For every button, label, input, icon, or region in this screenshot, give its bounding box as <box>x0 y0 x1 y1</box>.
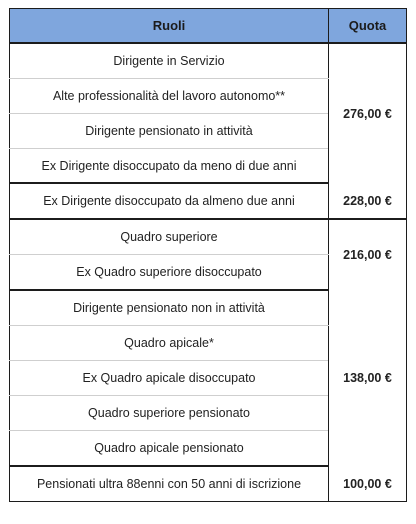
role-cell: Dirigente pensionato non in attività <box>10 290 329 326</box>
quota-cell: 216,00 € <box>329 219 407 290</box>
role-cell: Quadro apicale* <box>10 326 329 361</box>
role-cell: Quadro superiore <box>10 219 329 255</box>
quota-cell: 228,00 € <box>329 183 407 219</box>
role-cell: Ex Quadro superiore disoccupato <box>10 255 329 291</box>
role-cell: Quadro apicale pensionato <box>10 431 329 467</box>
table-header-row <box>10 9 407 44</box>
table-row <box>10 290 407 326</box>
table-row <box>10 183 407 219</box>
quota-table-container <box>9 8 407 502</box>
role-cell: Quadro superiore pensionato <box>10 396 329 431</box>
quota-table <box>9 8 407 502</box>
header-roles: Ruoli <box>10 9 329 44</box>
quota-cell: 138,00 € <box>329 290 407 466</box>
quota-cell: 100,00 € <box>329 466 407 502</box>
role-cell: Dirigente in Servizio <box>10 43 329 79</box>
table-row <box>10 43 407 79</box>
role-cell: Ex Quadro apicale disoccupato <box>10 361 329 396</box>
role-cell: Ex Dirigente disoccupato da almeno due anni <box>10 183 329 219</box>
role-cell: Alte professionalità del lavoro autonomo** <box>10 79 329 114</box>
quota-cell: 276,00 € <box>329 43 407 183</box>
header-quota: Quota <box>329 9 407 44</box>
table-row <box>10 466 407 502</box>
role-cell: Dirigente pensionato in attività <box>10 114 329 149</box>
role-cell: Ex Dirigente disoccupato da meno di due anni <box>10 149 329 184</box>
role-cell: Pensionati ultra 88enni con 50 anni di iscrizione <box>10 466 329 502</box>
table-row <box>10 219 407 255</box>
